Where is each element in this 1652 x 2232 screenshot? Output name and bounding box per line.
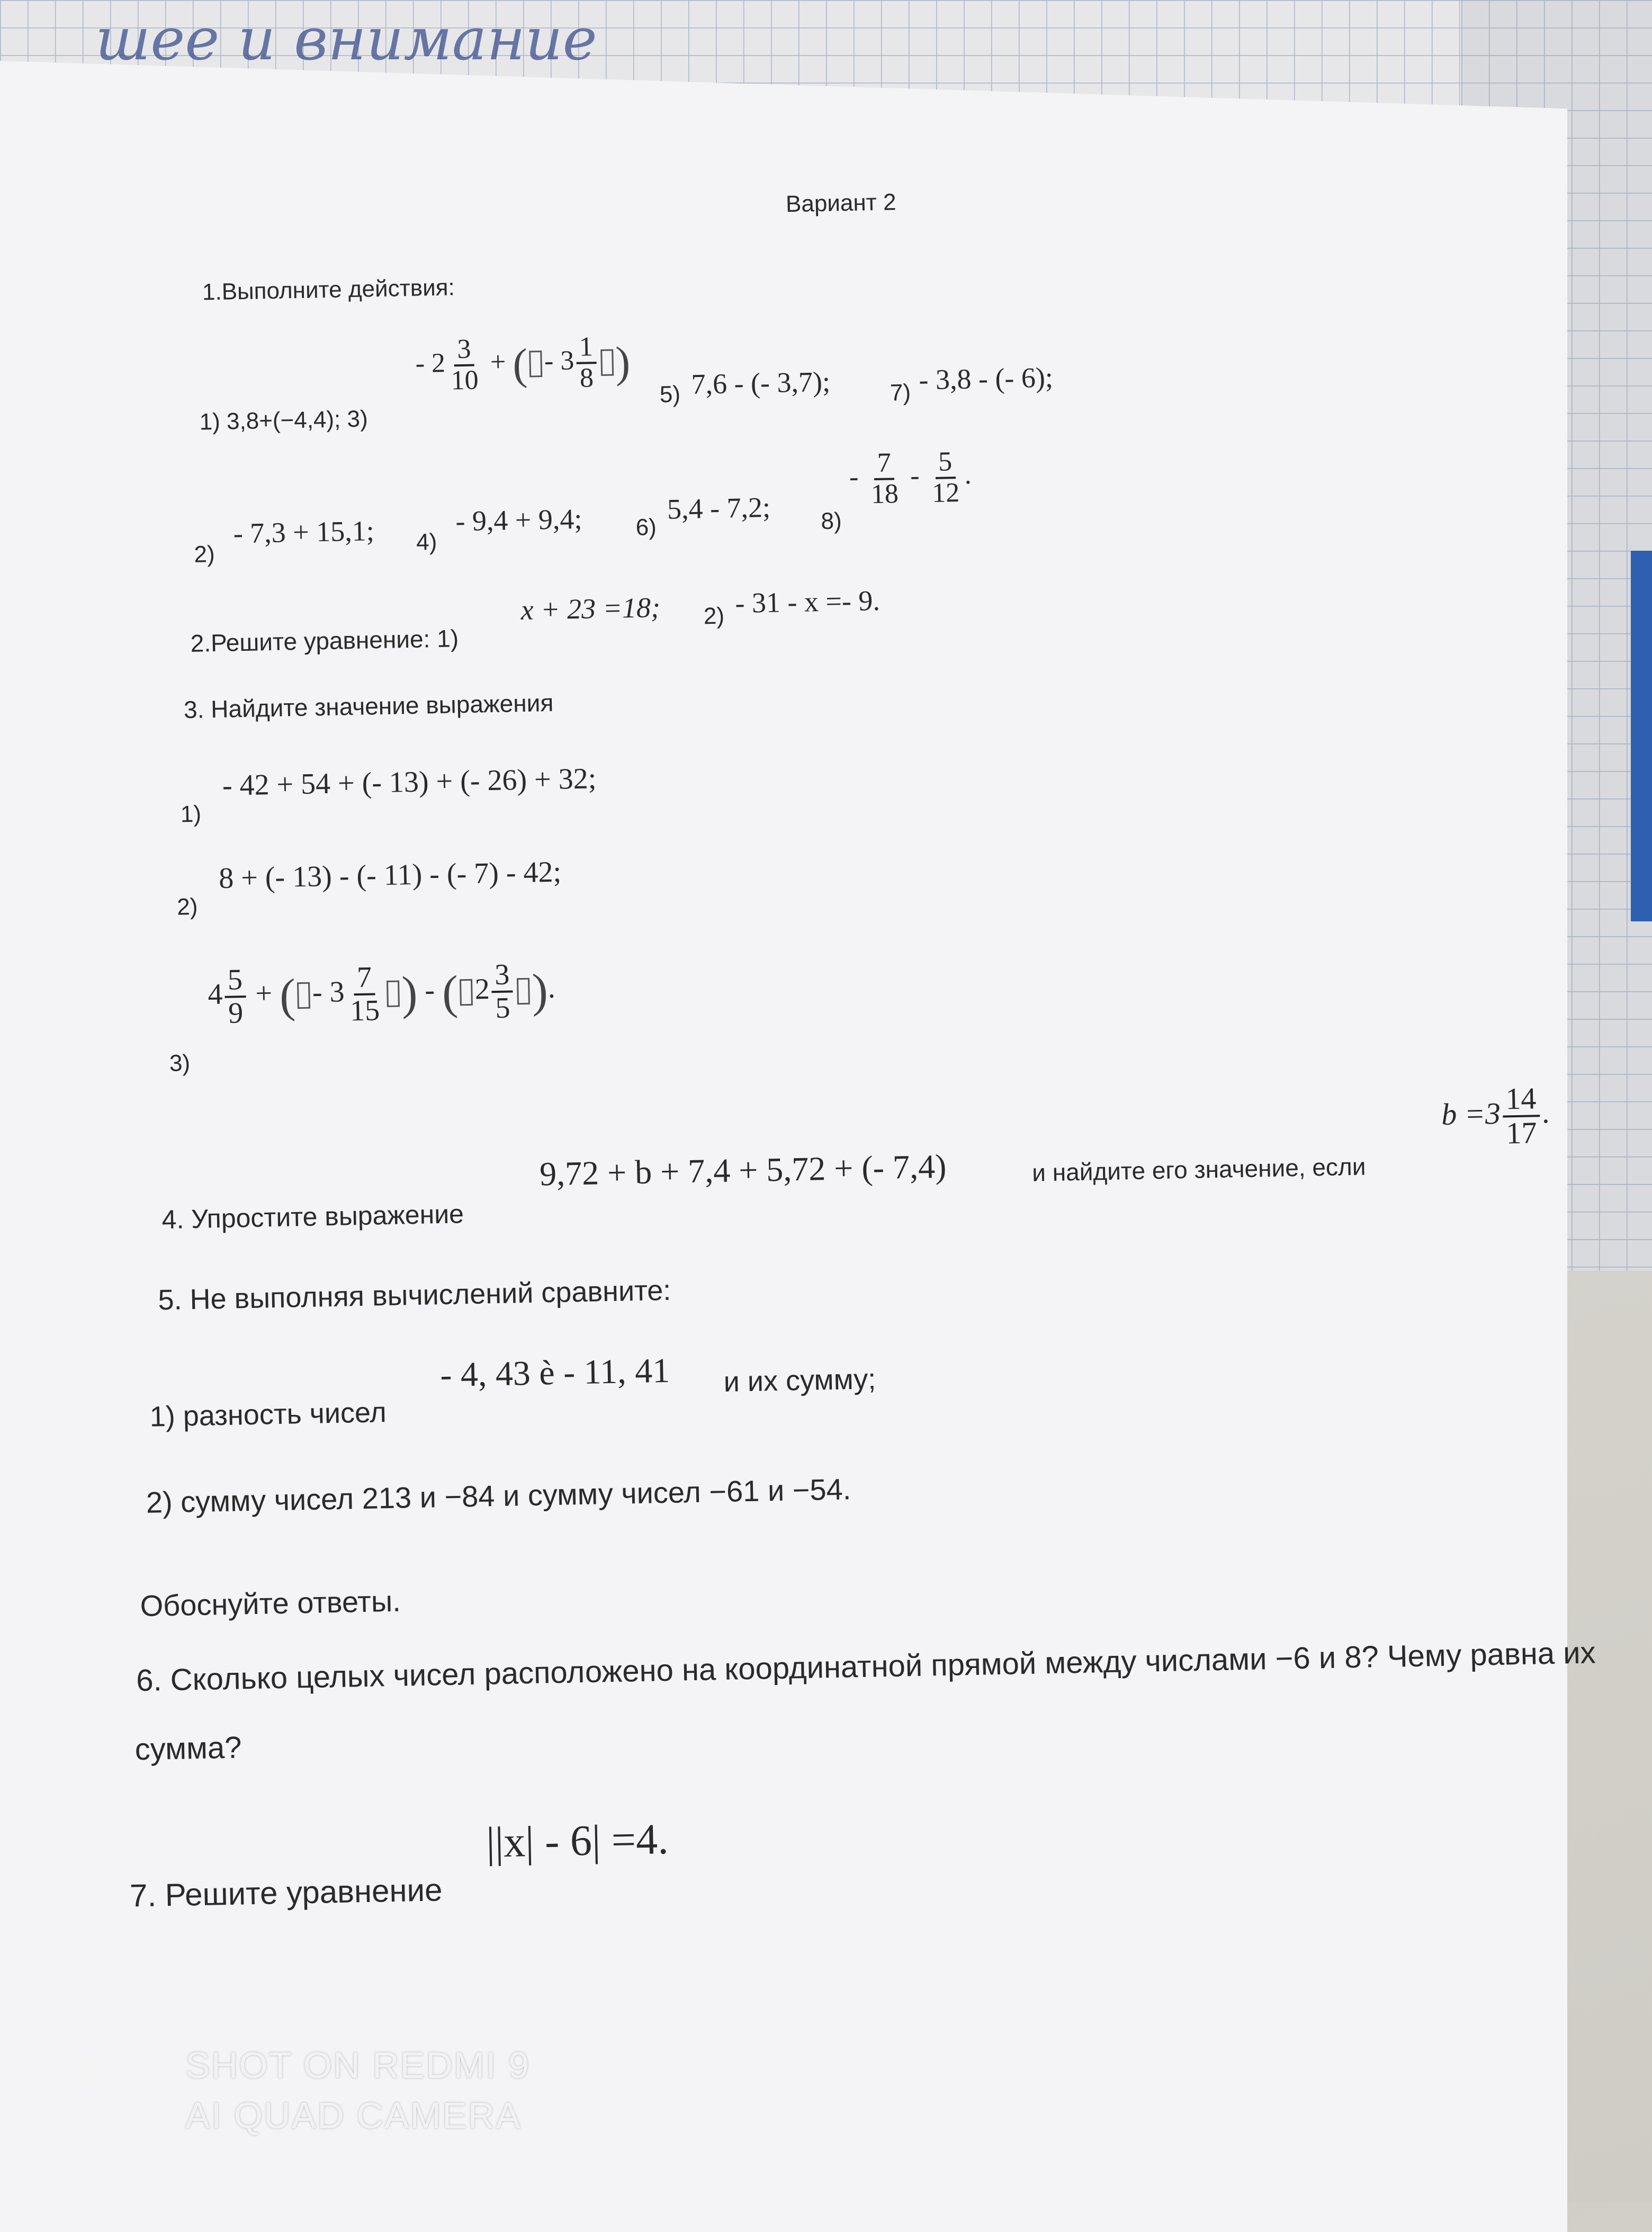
fraction [576, 333, 597, 393]
task5-item1-prefix: 1) разность чисел [149, 1396, 387, 1433]
task6-line1: 6. Сколько целых чисел расположено на координатной прямой между числами −6 и 8? Чему равна их [136, 1635, 1596, 1698]
fraction-denominator: 8 [579, 362, 594, 393]
task4-condition: и найдите его значение, если [1031, 1152, 1366, 1187]
frac-integer: 3 [329, 975, 345, 1009]
watermark-line2: AI QUAD CAMERA [185, 2095, 522, 2136]
camera-dots-icon [71, 2049, 151, 2092]
task2-title: 2.Решите уравнение: 1) [190, 624, 459, 657]
task7-expression: ||x| - 6| =4. [486, 1814, 669, 1867]
task6-line2: сумма? [134, 1730, 243, 1767]
fraction-numerator: 14 [1502, 1082, 1540, 1117]
fraction-denominator: 9 [228, 996, 244, 1030]
fraction-denominator: 5 [495, 991, 511, 1025]
task1-item7-label: 7) [890, 379, 911, 406]
placeholder-box-icon [517, 978, 530, 1005]
watermark-line1: SHOT ON REDMI 9 [185, 2045, 531, 2086]
fraction [491, 959, 514, 1024]
task5-justify: Обоснуйте ответы. [139, 1584, 401, 1623]
frac-integer: 4 [207, 978, 223, 1011]
fraction-numerator: 1 [576, 333, 596, 364]
task3-item3-label: 3) [169, 1050, 191, 1077]
task1-item2: - 7,3 + 15,1; [233, 515, 375, 550]
task1-item8-expression: - $\frac{7}{18}$ - $\frac{5}{12}$ . [849, 446, 972, 509]
frac-integer: 2 [431, 348, 446, 379]
task2-eq2-label: 2) [703, 603, 725, 630]
task4-b-value [1441, 1082, 1550, 1151]
fraction [928, 447, 963, 508]
task1-title: 1.Выполните действия: [202, 274, 455, 306]
task5-item2: 2) сумму чисел 213 и −84 и сумму чисел −61 и −54. [146, 1472, 851, 1519]
variant-title: Вариант 2 [785, 189, 896, 218]
fraction-numerator: 7 [874, 449, 894, 480]
fraction-denominator: 18 [870, 478, 899, 509]
task5-title: 5. Не выполняя вычислений сравните: [157, 1274, 671, 1316]
placeholder-box-icon [297, 982, 310, 1008]
task1-item7: - 3,8 - (- 6); [918, 361, 1054, 396]
fraction-numerator: 5 [935, 447, 956, 479]
fraction [447, 335, 482, 395]
placeholder-box-icon [460, 979, 473, 1006]
placeholder-box-icon [600, 349, 614, 375]
task5-item1-expression: - 4, 43 è - 11, 41 [439, 1351, 670, 1395]
fraction [346, 962, 383, 1027]
task1-item8-label: 8) [821, 508, 842, 534]
task7-title: 7. Решите уравнение [129, 1872, 443, 1914]
fraction-denominator: 15 [349, 993, 380, 1028]
task2-equation2: - 31 - x =- 9. [734, 584, 881, 620]
fraction-denominator: 17 [1505, 1115, 1538, 1151]
fraction-numerator: 3 [491, 959, 513, 993]
task3-item2-label: 2) [176, 893, 198, 920]
placeholder-box-icon [387, 980, 400, 1007]
task4-expression: 9,72 + b + 7,4 + 5,72 + (- 7,4) [539, 1147, 947, 1193]
frac-integer: 3 [560, 345, 574, 376]
task3-item2: 8 + (- 13) - (- 11) - (- 7) - 42; [218, 855, 562, 895]
task3-title: 3. Найдите значение выражения [183, 688, 554, 724]
placeholder-box-icon [529, 351, 543, 377]
task5-item1-suffix: и их сумму; [723, 1363, 876, 1398]
task1-row1-start: 1) 3,8+(−4,4); 3) [199, 406, 369, 435]
fraction-numerator: 5 [224, 964, 246, 998]
task1-item3-expression: - 2 $\frac{3}{10}$ + ( - 3 $\frac{1}{8}$ ) [415, 331, 631, 396]
fraction [1502, 1082, 1540, 1150]
task1-item6: 5,4 - 7,2; [667, 491, 771, 525]
task1-item5: 7,6 - (- 3,7); [690, 365, 831, 400]
period: . [1541, 1095, 1550, 1130]
frac-integer: 2 [474, 972, 490, 1006]
infinity-icon [71, 2092, 151, 2134]
task3-item1-label: 1) [180, 801, 202, 828]
fraction-denominator: 10 [451, 364, 479, 396]
fraction [867, 449, 902, 509]
task1-item6-label: 6) [635, 514, 657, 541]
task2-equation1: x + 23 =18; [520, 591, 661, 626]
fraction-denominator: 12 [931, 477, 960, 508]
task4-title: 4. Упростите выражение [161, 1199, 464, 1235]
task1-item5-label: 5) [659, 381, 681, 408]
fraction [224, 964, 246, 1029]
task1-item2-label: 2) [194, 541, 216, 568]
task1-item4-label: 4) [416, 528, 437, 555]
task3-item1: - 42 + 54 + (- 13) + (- 26) + 32; [222, 762, 597, 802]
background-handwriting: шее и внимание [95, 5, 597, 73]
fraction-numerator: 7 [353, 962, 375, 996]
b-prefix: b =3 [1441, 1096, 1501, 1132]
task3-item3-expression: 4 $\frac{5}{9}$ + ( - 3 $\frac{7}{15}$ ) - ( 2 $\frac{3}{5}$ ). [207, 958, 556, 1030]
task1-item4: - 9,4 + 9,4; [455, 503, 582, 537]
fraction-numerator: 3 [454, 335, 474, 366]
